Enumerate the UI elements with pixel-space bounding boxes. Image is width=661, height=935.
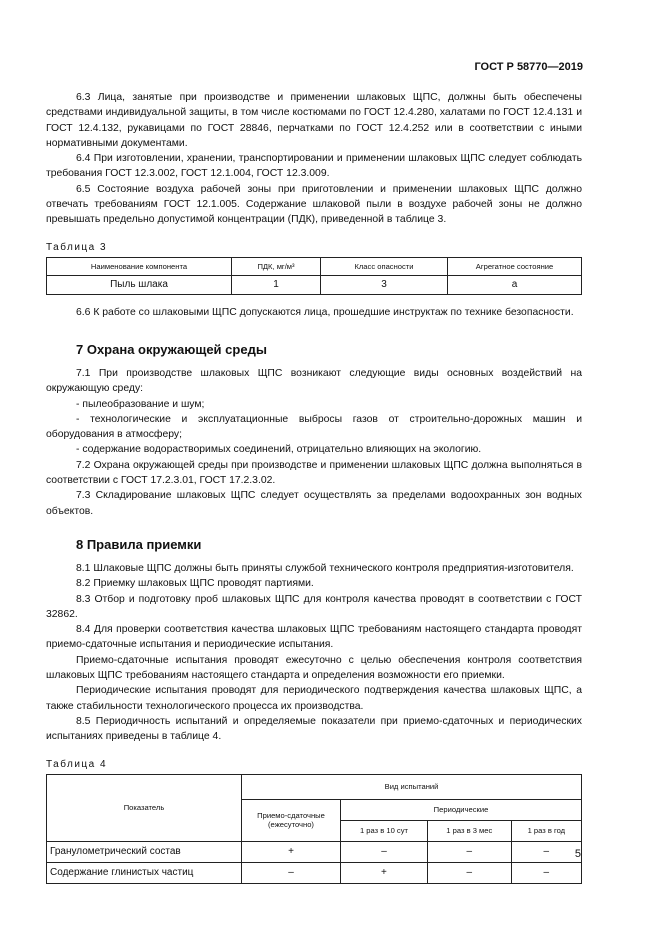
table4-cell: –	[511, 862, 581, 883]
table4-header-3months: 1 раз в 3 мес	[427, 820, 511, 841]
table4-cell-indicator: Гранулометрический состав	[47, 841, 242, 862]
table4-cell: –	[242, 862, 341, 883]
clause-6-4: 6.4 При изготовлении, хранении, транспортировании и применении шлаковых ЩПС следует соблюдать требования ГОСТ 12.3.002, ГОСТ 12.1.004, ГОСТ 12.3.009.	[46, 153, 582, 180]
table4-header-year: 1 раз в год	[511, 820, 581, 841]
page-number: 5	[574, 848, 581, 860]
table4-cell-indicator: Содержание глинистых частиц	[47, 862, 242, 883]
list-item: - технологические и эксплуатационные выбросы газов от строительно-дорожных машин и оборудования в атмосферу;	[46, 413, 582, 441]
table4-cell: –	[511, 841, 581, 862]
clause-7-2: 7.2 Охрана окружающей среды при производстве и применении шлаковых ЩПС должна выполняться в соответствии с ГОСТ 17.2.3.01, ГОСТ 17.2.3.02.	[46, 459, 582, 487]
table4-cell: +	[242, 841, 341, 862]
table3-header-hazard-class: Класс опасности	[321, 257, 448, 275]
list-item: - содержание водорастворимых соединений, отрицательно влияющих на экологию.	[76, 444, 482, 456]
table-header-row	[47, 257, 582, 275]
clause-8-5: 8.5 Периодичность испытаний и определяемые показатели при приемо-сдаточных и периодических испытаниях приведены в таблице 4.	[46, 715, 582, 743]
section-8-title: 8 Правила приемки	[76, 536, 202, 552]
list-item: - пылеобразование и шум;	[76, 398, 205, 410]
table-row	[47, 275, 582, 294]
table4-cell: +	[341, 862, 428, 883]
table3-header-state: Агрегатное состояние	[448, 257, 582, 275]
table4-header-10days: 1 раз в 10 сут	[341, 820, 428, 841]
clause-6-5: 6.5 Состояние воздуха рабочей зоны при приготовлении и применении шлаковых ЩПС должно отвечать требованиям ГОСТ 12.1.005. Содержание шлаковой пыли в воздухе рабочей зоны не должно превышать предельно допустимой концентрации (ПДК), приведенной в таблице 3.	[46, 183, 582, 226]
table-row	[47, 862, 582, 883]
table3-header-mpc: ПДК, мг/м³	[232, 257, 321, 275]
table3-header-component: Наименование компонента	[47, 257, 232, 275]
clause-7-1: 7.1 При производстве шлаковых ЩПС возникают следующие виды основных воздействий на окружающую среду:	[46, 367, 582, 395]
clause-8-4-acceptance: Приемо-сдаточные испытания проводят ежесуточно с целью обеспечения контроля соответствия шлаковых ЩПС требованиям настоящего стандарта и определения возможности его приемки.	[46, 654, 582, 682]
clause-6-6: 6.6 К работе со шлаковыми ЩПС допускаются лица, прошедшие инструктаж по технике безопасности.	[76, 306, 574, 318]
table4-caption: Таблица 4	[46, 758, 108, 770]
clause-7-3: 7.3 Складирование шлаковых ЩПС следует осуществлять за пределами водоохранных зон водных объектов.	[46, 490, 582, 517]
table-3	[46, 257, 582, 295]
table3-cell-state: а	[448, 275, 582, 294]
table3-caption: Таблица 3	[46, 241, 108, 253]
page-content	[46, 90, 582, 884]
table4-header-test-type: Вид испытаний	[242, 774, 582, 799]
table4-header-periodic: Периодические	[341, 799, 582, 820]
table-4	[46, 774, 582, 884]
document-code: ГОСТ Р 58770—2019	[474, 61, 583, 73]
table3-cell-component: Пыль шлака	[47, 275, 232, 294]
table4-header-indicator: Показатель	[47, 774, 242, 841]
section-7-title: 7 Охрана окружающей среды	[76, 341, 267, 357]
table4-cell: –	[427, 841, 511, 862]
table3-cell-mpc: 1	[232, 275, 321, 294]
clause-6-3: 6.3 Лица, занятые при производстве и применении шлаковых ЩПС, должны быть обеспечены средствами индивидуальной защиты, в том числе костюмами по ГОСТ 12.4.280, халатами по ГОСТ 12.4.131 и ГОСТ 12.4.132, рукавицами по ГОСТ 28846, перчатками по ГОСТ 12.4.252 или в соответствии с иными нормативными документами.	[46, 92, 582, 149]
clause-8-2: 8.2 Приемку шлаковых ЩПС проводят партиями.	[76, 578, 314, 590]
clause-8-4-periodic: Периодические испытания проводят для периодического подтверждения качества шлаковых ЩПС, а также стабильности технологического процесса их производства.	[46, 685, 582, 712]
clause-8-4: 8.4 Для проверки соответствия качества шлаковых ЩПС требованиям настоящего стандарта проводят приемо-сдаточные испытания и периодические испытания.	[46, 624, 582, 651]
table4-cell: –	[427, 862, 511, 883]
table4-cell: –	[341, 841, 428, 862]
table-header-row	[47, 774, 582, 799]
table-row	[47, 841, 582, 862]
clause-8-1: 8.1 Шлаковые ЩПС должны быть приняты службой технического контроля предприятия-изготовителя.	[76, 562, 574, 574]
table3-cell-hazard-class: 3	[321, 275, 448, 294]
clause-8-3: 8.3 Отбор и подготовку проб шлаковых ЩПС для контроля качества проводят в соответствии с ГОСТ 32862.	[46, 593, 582, 620]
table4-header-acceptance: Приемо-сдаточные (ежесуточно)	[242, 799, 341, 841]
